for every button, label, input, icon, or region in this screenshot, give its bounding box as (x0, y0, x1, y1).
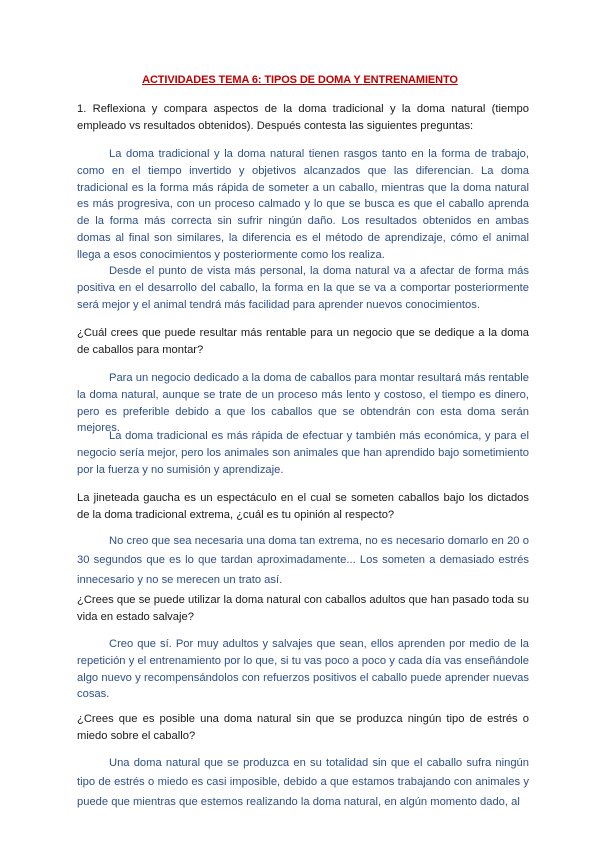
question-4: ¿Crees que se puede utilizar la doma natural con caballos adultos que han pasado toda su vida en estado salvaje? (77, 594, 529, 623)
answer-1-paragraph-1: La doma tradicional y la doma natural tienen rasgos tanto en la forma de trabajo, como en el tiempo invertido y objetivos alcanzados que las diferencian. La doma tradicional es la forma más rápida de someter a un caballo, mientras que la doma natural es más progresiva, con un proceso calmado y lo que se busca es que el caballo aprenda de la forma más correcta sin sufrir ningún daño. Los resultados obtenidos en ambas domas al final son similares, la diferencia es el método de aprendizaje, cómo el animal llega a esos conocimientos y posteriormente como los realiza. (77, 148, 529, 261)
question-2: ¿Cuál crees que puede resultar más rentable para un negocio que se dedique a la doma de caballos para montar? (77, 327, 529, 356)
answer-5: Una doma natural que se produzca en su totalidad sin que el caballo sufra ningún tipo de estrés o miedo es casi imposible, debido a que estamos trabajando con animales y puede que mientras que estemos realizando la doma natural, en algún momento dado, al (77, 757, 529, 808)
question-1: 1. Reflexiona y compara aspectos de la doma tradicional y la doma natural (tiempo empleado vs resultados obtenidos). Después contesta las siguientes preguntas: (77, 103, 529, 132)
question-5: ¿Crees que es posible una doma natural sin que se produzca ningún tipo de estrés o miedo sobre el caballo? (77, 713, 529, 742)
answer-4: Creo que sí. Por muy adultos y salvajes que sean, ellos aprenden por medio de la repetición y el entrenamiento por lo que, si tu vas poco a poco y cada día vas enseñándole algo nuevo y recompensándolos con refuerzos positivos el caballo puede aprender nuevas cosas. (77, 638, 529, 701)
answer-2-paragraph-2: La doma tradicional es más rápida de efectuar y también más económica, y para el negocio sería mejor, pero los animales son animales que han aprendido bajo sometimiento por la fuerza y no sumisión y aprendizaje. (77, 430, 529, 476)
document-title-wrapper (0, 70, 600, 88)
document-title: ACTIVIDADES TEMA 6: TIPOS DE DOMA Y ENTRENAMIENTO (142, 74, 458, 86)
answer-1-paragraph-2: Desde el punto de vista más personal, la doma natural va a afectar de forma más positiva en el desarrollo del caballo, la forma en la que se va a comportar posteriormente será mejor y el animal tendrá más facilidad para aprender nuevos conocimientos. (77, 265, 529, 311)
answer-3: No creo que sea necesaria una doma tan extrema, no es necesario domarlo en 20 o 30 segundos que es lo que tardan aproximadamente... Los someten a demasiado estrés innecesario y no se merecen un trato así. (77, 535, 529, 586)
answer-2-paragraph-1: Para un negocio dedicado a la doma de caballos para montar resultará más rentable la doma natural, aunque se trate de un proceso más lento y costoso, el tiempo es dinero, pero es preferible debido a que los caballos que se obtendrán con esta doma serán mejores. (77, 372, 529, 435)
question-3: La jineteada gaucha es un espectáculo en el cual se someten caballos bajo los dictados de la doma tradicional extrema, ¿cuál es tu opinión al respecto? (77, 492, 529, 521)
